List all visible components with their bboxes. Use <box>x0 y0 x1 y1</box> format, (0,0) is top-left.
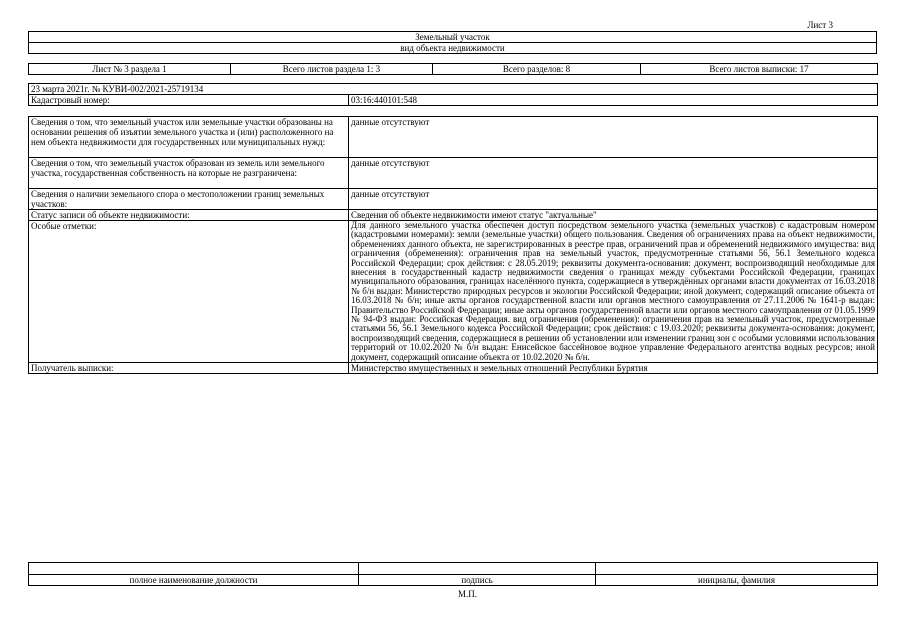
table-row <box>29 117 878 158</box>
row-label: Получатель выписки: <box>29 363 349 374</box>
signature-caption: подпись <box>359 575 596 586</box>
row-label: Сведения о том, что земельный участок или земельные участки образованы на основании решения об изъятии земельного участка и (или) расположенного на нем объекта недвижимости для государственных или муниципальных нужд: <box>29 117 349 158</box>
row-value: Министерство имущественных и земельных отношений Республики Бурятия <box>349 363 878 374</box>
total-extract-sheets: Всего листов выписки: 17 <box>641 64 878 75</box>
row-label: Сведения о том, что земельный участок образован из земель или земельного участка, государственная собственность на которые не разграничена: <box>29 158 349 189</box>
table-row <box>29 363 878 374</box>
table-row <box>29 221 878 363</box>
cadastral-value: 03:16:440101:548 <box>349 95 878 106</box>
object-type: Земельный участок <box>29 32 877 43</box>
row-value: данные отсутствуют <box>349 117 878 158</box>
table-row <box>29 210 878 221</box>
total-section-sheets: Всего листов раздела 1: 3 <box>231 64 433 75</box>
special-notes-value: Для данного земельного участка обеспечен доступ посредством земельного участка (земельных участков) с кадастровым номером (кадастровыми номерами): земли (земельные участки) общего пользования. Сведения об ограничениях права на объект недвижимости, обременениях данного объекта, не зарегистрированных в реестре прав, ограничений прав и обременений недвижимого имущества: вид ограничения (обременения): ограничения прав на земельный участок, предусмотренные статьями 56, 56.1 Земельного кодекса Российской Федерации; срок действия: с 28.05.2019; реквизиты документа-основания: документ, воспроизводящий необходимые для внесения в государственный кадастр недвижимости сведения о границах между субъектами Российской Федерации, границах муниципального образования, границах населённого пункта, содержащиеся в утверждённых органами власти документах от 16.03.2018 № б/н выдан: Министерство природных ресурсов и экологии Российской Федерации; иной документ, содержащий описание объекта от 16.03.2018 № б/н; иные акты органов государственной власти или органов местного самоуправления от 27.11.2006 № 1641-р выдан: Правительство Российской Федерации; иные акты органов государственной власти или органов местного самоуправления от 01.05.1999 № 94-ФЗ выдан: Российская Федерация. вид ограничения (обременения): ограничения прав на земельный участок, предусмотренные статьями 56, 56.1 Земельного кодекса Российской Федерации; срок действия: с 19.03.2020; реквизиты документа-основания: документ, воспроизводящий сведения, содержащиеся в решении об установлении или изменении границ зон с особыми условиями использования территорий от 10.02.2020 № б/н выдан: Енисейское бассейновое водное управление Федерального агентства водных ресурсов; иной документ, содержащий описание объекта от 10.02.2020 № б/н. <box>349 221 878 363</box>
sheet-number: Лист 3 <box>807 20 833 30</box>
table-row <box>29 189 878 210</box>
object-type-caption: вид объекта недвижимости <box>29 43 877 54</box>
total-sections: Всего разделов: 8 <box>433 64 641 75</box>
sheet-info-table <box>28 63 878 75</box>
stamp-placeholder: М.П. <box>458 589 478 599</box>
object-type-table <box>28 31 877 54</box>
position-caption: полное наименование должности <box>29 575 359 586</box>
row-label: Сведения о наличии земельного спора о местоположении границ земельных участков: <box>29 189 349 210</box>
position-field <box>29 563 359 575</box>
details-table <box>28 116 878 374</box>
extract-date-number: 23 марта 2021г. № КУВИ-002/2021-25719134 <box>29 84 878 95</box>
row-value: данные отсутствуют <box>349 189 878 210</box>
sheet-label: Лист № 3 раздела 1 <box>29 64 231 75</box>
signature-field <box>359 563 596 575</box>
table-row <box>29 158 878 189</box>
extract-id-table <box>28 83 878 106</box>
row-value: данные отсутствуют <box>349 158 878 189</box>
row-value: Сведения об объекте недвижимости имеют статус "актуальные" <box>349 210 878 221</box>
name-caption: инициалы, фамилия <box>596 575 878 586</box>
signature-table <box>28 562 878 586</box>
name-field <box>596 563 878 575</box>
cadastral-label: Кадастровый номер: <box>29 95 349 106</box>
row-label: Особые отметки: <box>29 221 349 363</box>
row-label: Статус записи об объекте недвижимости: <box>29 210 349 221</box>
